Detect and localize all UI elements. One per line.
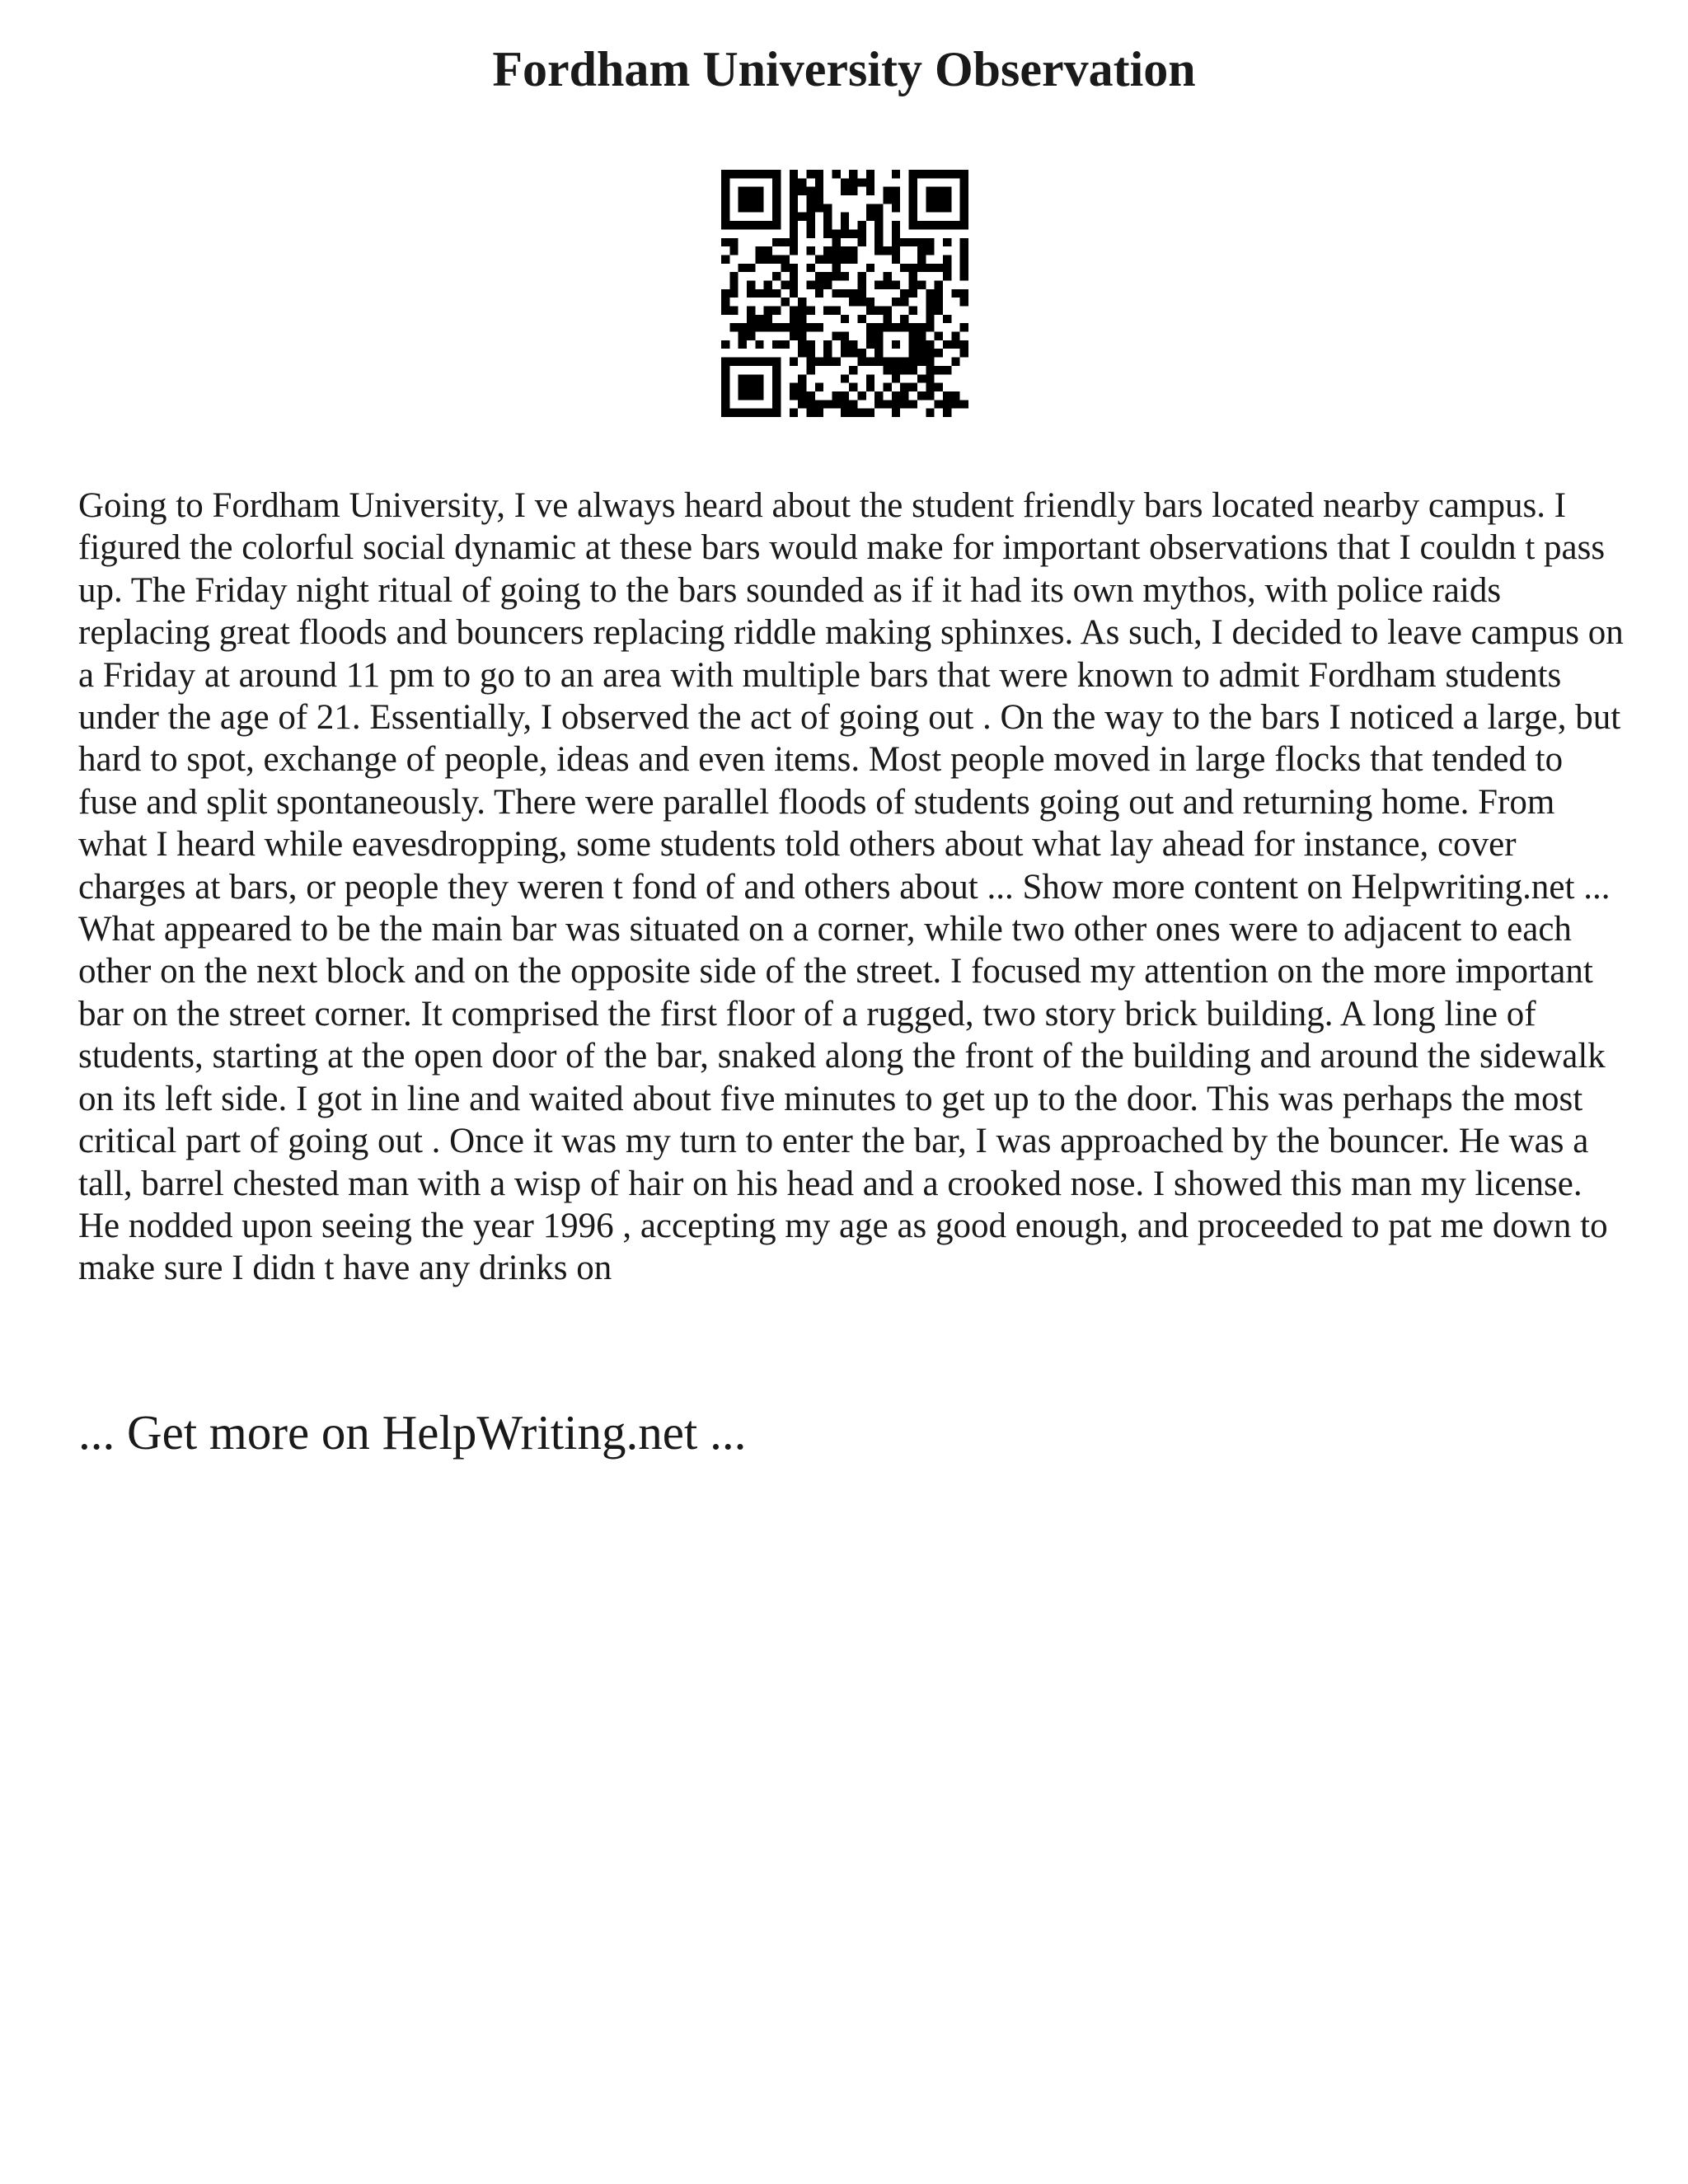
qr-code-icon — [721, 170, 968, 417]
document-body — [78, 485, 1628, 1290]
get-more-link[interactable]: ... Get more on HelpWriting.net ... — [78, 1405, 747, 1460]
paragraph: Going to Fordham University, I ve always heard about the student friendly bars located nearby campus. I figured the colorful social dynamic at these bars would make for important observations that I couldn t pass up. The Friday night ritual of going to the bars sounded as if it had its own mythos, with police raids replacing great floods and bouncers replacing riddle making sphinxes. As such, I decided to leave campus on a Friday at around 11 pm to go to an area with multiple bars that were known to admit Fordham students under the age of 21. Essentially, I observed the act of going out . On the way to the bars I noticed a large, but hard to spot, exchange of people, ideas and even items. Most people moved in large flocks that tended to fuse and split spontaneously. There were parallel floods of students going out and returning home. From what I heard while eavesdropping, some students told others about what lay ahead for instance, cover charges at bars, or people they weren t fond of and others about ... Show more content on Helpwriting.net ... — [78, 486, 1624, 907]
paragraph: What appeared to be the main bar was situated on a corner, while two other ones were to adjacent to each other on the next block and on the opposite side of the street. I focused my attention on the more important bar on the street corner. It comprised the first floor of a rugged, two story brick building. A long line of students, starting at the open door of the bar, snaked along the front of the building and around the sidewalk on its left side. I got in line and waited about five minutes to get up to the door. This was perhaps the most critical part of going out . Once it was my turn to enter the bar, I was approached by the bouncer. He was a tall, barrel chested man with a wisp of hair on his head and a crooked nose. I showed this man my license. He nodded upon seeing the year 1996 , accepting my age as good enough, and proceeded to pat me down to make sure I didn t have any drinks on — [78, 910, 1608, 1288]
document-title: Fordham University Observation — [492, 42, 1196, 96]
